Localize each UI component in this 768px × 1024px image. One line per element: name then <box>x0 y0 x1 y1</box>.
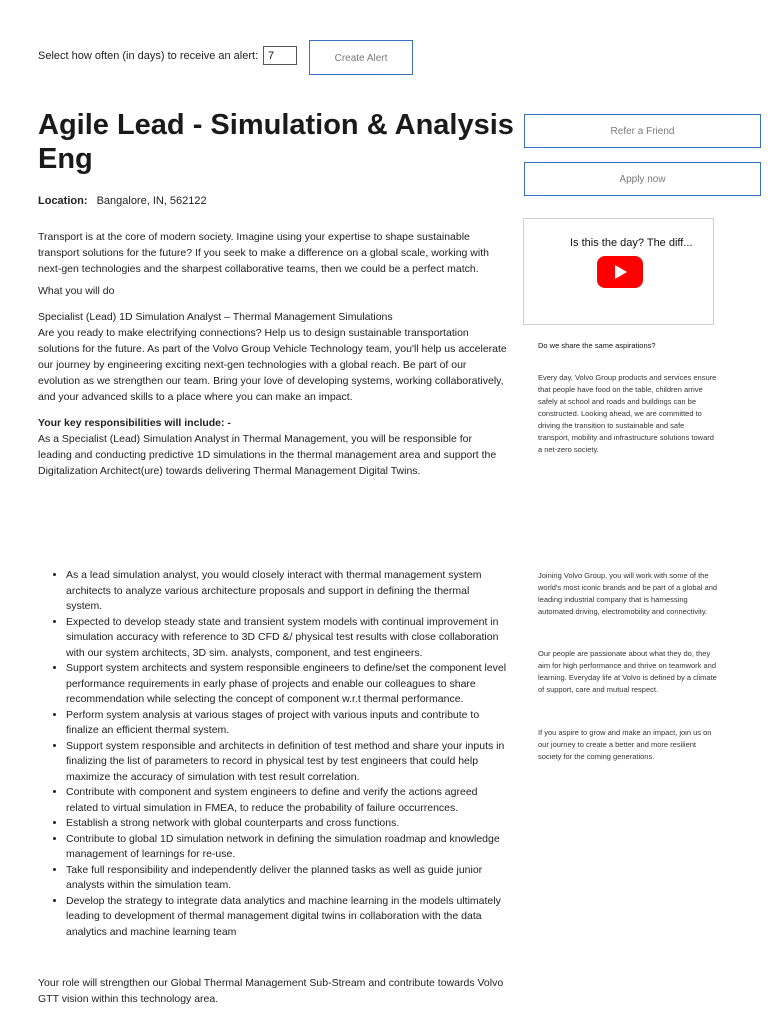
alert-frequency-label: Select how often (in days) to receive an alert: <box>38 50 259 62</box>
list-item: • Support system architects and system responsible engineers to define/set the component level performance requirements in early phase of projects and enable our colleagues to share recommendation while selecting the concept of component w.r.t thermal performance. <box>66 661 508 708</box>
sidebar-paragraph-2: Joining Volvo Group, you will work with some of the world's most iconic brands and be part of a global and leading industrial company that is harnessing automated driving, electromobility and connectivity. <box>538 571 718 616</box>
intro-paragraph: Transport is at the core of modern society. Imagine using your expertise to shape sustainable transport solutions for the future? If you seek to make a difference on a global scale, working with next-gen technologies and the sharpest collaborative teams, then we could be a perfect match. <box>38 231 489 275</box>
responsibilities-list <box>38 568 508 940</box>
list-item: • Contribute with component and system engineers to define and verify the actions agreed related to virtual simulation in FMEA, to reduce the probability of failure occurrences. <box>66 785 508 816</box>
responsibilities-heading: Your key responsibilities will include: - <box>38 417 231 429</box>
job-title: Agile Lead - Simulation & Analysis Eng <box>38 109 514 175</box>
responsibilities-paragraph: As a Specialist (Lead) Simulation Analyst in Thermal Management, you will be responsible for leading and conducting predictive 1D simulations in the thermal management area and support the Digitalization Architect(ure) towards delivering Thermal Management Digital Twins. <box>38 433 497 477</box>
play-icon[interactable] <box>597 256 643 288</box>
video-title: Is this the day? The diff... <box>570 237 693 249</box>
closing-paragraph: Your role will strengthen our Global Thermal Management Sub-Stream and contribute towards Volvo GTT vision within this technology area. <box>38 977 504 1005</box>
list-item: • Support system responsible and architects in definition of test method and share your inputs in finalizing the list of parameters to record in physical test by test engineers that could help maximize the accuracy of simulation with test result correlation. <box>66 739 508 786</box>
job-location <box>38 195 207 207</box>
list-item: • Contribute to global 1D simulation network in defining the simulation roadmap and knowledge management of learnings for re-use. <box>66 832 508 863</box>
list-item: • Take full responsibility and independently deliver the planned tasks as well as guide junior analysts within the simulation team. <box>66 863 508 894</box>
list-item: • Expected to develop steady state and transient system models with continual improvement in simulation accuracy with reference to 3D CFD &/ physical test results with close collaboration with our system architects, 3D sim. analysts, component, and test engineers. <box>66 615 508 662</box>
what-you-will-do-heading: What you will do <box>38 285 115 297</box>
list-item: • Perform system analysis at various stages of project with various inputs and contribute to finalize an efficient thermal system. <box>66 708 508 739</box>
alert-days-input[interactable] <box>263 46 297 65</box>
location-label: Location: <box>38 195 88 207</box>
alert-bar <box>38 40 418 76</box>
role-heading: Specialist (Lead) 1D Simulation Analyst – Thermal Management Simulations <box>38 311 393 323</box>
apply-now-button[interactable]: Apply now <box>524 162 761 196</box>
list-item: • Develop the strategy to integrate data analytics and machine learning in the models ultimately leading to development of thermal management digital twins in collaboration with the data analytics and machine learning team <box>66 894 508 941</box>
job-description <box>38 229 508 479</box>
sidebar-question: Do we share the same aspirations? <box>538 341 656 350</box>
sidebar-paragraph-3: Our people are passionate about what they do, they aim for high performance and thrive on teamwork and learning. Everyday life at Volvo is defined by a climate of support, care and mutual respect. <box>538 649 717 694</box>
location-value: Bangalore, IN, 562122 <box>96 195 207 207</box>
create-alert-button[interactable]: Create Alert <box>309 40 413 75</box>
sidebar-paragraph-1: Every day, Volvo Group products and services ensure that people have food on the table, children arrive safely at school and roads and buildings can be constructed. Looking ahead, we are committed to driving the transition to sustainable and safe transport, mobility and infrastructure solutions toward a net-zero society. <box>538 373 717 454</box>
video-embed[interactable] <box>523 218 714 325</box>
list-item: • As a lead simulation analyst, you would closely interact with thermal management system architects to analyze various architecture proposals and support in defining the thermal system. <box>66 568 508 615</box>
refer-friend-button[interactable]: Refer a Friend <box>524 114 761 148</box>
sidebar-paragraph-4: If you aspire to grow and make an impact, join us on our journey to create a better and more resilient society for the coming generations. <box>538 728 712 761</box>
role-paragraph: Are you ready to make electrifying connections? Help us to design sustainable transportation solutions for the future. As part of the Volvo Group Vehicle Technology team, you'll help us accelerate our journey by engineering exciting next-gen technologies with a global reach. Be part of our evolution as we strengthen our team. Bring your love of developing systems, working collaboratively, and your advanced skills to a place where you can make an impact. <box>38 327 507 403</box>
list-item: • Establish a strong network with global counterparts and cross functions. <box>66 816 508 832</box>
